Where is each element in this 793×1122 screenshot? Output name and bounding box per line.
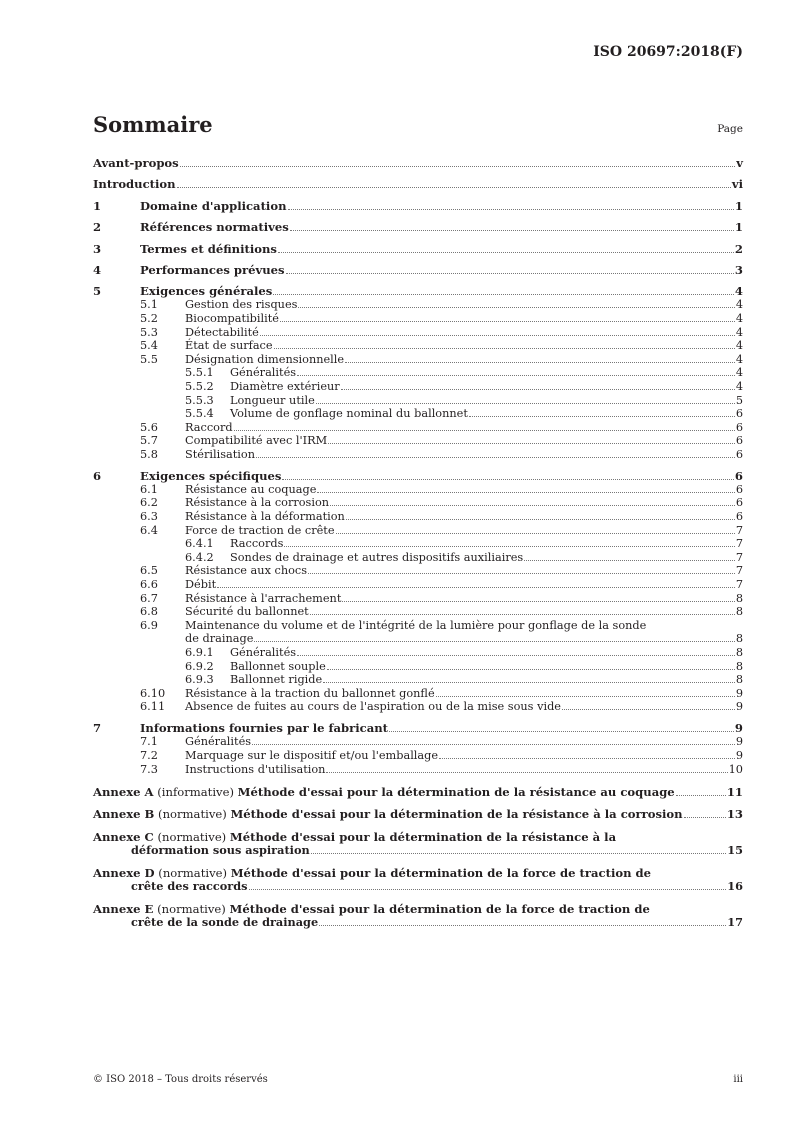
toc-entry-6-10[interactable]: 6.10 Résistance à la traction du ballonnet gonflé 9 [140,686,743,700]
dot-leader [676,795,726,796]
toc-entry-6-4-2[interactable]: 6.4.2 Sondes de drainage et autres dispositifs auxiliaires 7 [185,550,743,564]
dot-leader [280,321,735,322]
toc-entry-6-8[interactable]: 6.8 Sécurité du ballonnet 8 [140,605,743,619]
dot-leader [330,505,735,506]
dot-leader [297,375,735,376]
toc-entry-6-6[interactable]: 6.6 Débit 7 [140,578,743,592]
dot-leader [684,817,726,818]
toc-entry-annex-e[interactable]: Annexe E (normative) Méthode d'essai pour la détermination de la force de traction de crête de la sonde de drainage 17 [93,901,743,929]
dot-leader [256,457,735,458]
toc-entry-section-1[interactable]: 1 Domaine d'application 1 [93,198,743,213]
page-title: Sommaire [93,112,213,137]
toc-entry-6-2[interactable]: 6.2 Résistance à la corrosion 6 [140,496,743,510]
toc-entry-section-2[interactable]: 2 Références normatives 1 [93,220,743,235]
dot-leader [341,389,735,390]
toc-entry-5-6[interactable]: 5.6 Raccord 6 [140,420,743,434]
toc-entry-5-1[interactable]: 5.1 Gestion des risques 4 [140,298,743,312]
page-column-label: Page [717,123,743,135]
dot-leader [336,533,735,534]
toc-entry-section-6[interactable]: 6 Exigences spécifiques 6 [93,468,743,483]
toc-entry-5-5-4[interactable]: 5.5.4 Volume de gonflage nominal du ballonnet 6 [185,407,743,421]
toc-entry-section-5[interactable]: 5 Exigences générales 4 [93,284,743,299]
toc-entry-5-2[interactable]: 5.2 Biocompatibilité 4 [140,311,743,325]
dot-leader [273,294,734,295]
dot-leader [346,519,735,520]
dot-leader [342,601,734,602]
toc-entry-6-5[interactable]: 6.5 Résistance aux chocs 7 [140,564,743,578]
toc-entry-6-3[interactable]: 6.3 Résistance à la déformation 6 [140,510,743,524]
toc-entry-annex-c[interactable]: Annexe C (normative) Méthode d'essai pour la détermination de la résistance à la déformation sous aspiration 15 [93,829,743,857]
dot-leader [469,416,735,417]
toc-entry-6-4-1[interactable]: 6.4.1 Raccords 7 [185,537,743,551]
dot-leader [278,252,734,253]
dot-leader [249,889,727,890]
dot-leader [252,744,735,745]
toc-entry-7-3[interactable]: 7.3 Instructions d'utilisation 10 [140,762,743,776]
dot-leader [260,335,735,336]
dot-leader [327,669,735,670]
dot-leader [234,430,735,431]
dot-leader [274,348,735,349]
toc-entry-5-3[interactable]: 5.3 Détectabilité 4 [140,325,743,339]
dot-leader [290,230,734,231]
toc-entry-7-2[interactable]: 7.2 Marquage sur le dispositif et/ou l'emballage 9 [140,748,743,762]
dot-leader [180,166,736,167]
toc-entry-6-9-2[interactable]: 6.9.2 Ballonnet souple 8 [185,659,743,673]
toc-entry-5-5-1[interactable]: 5.5.1 Généralités 4 [185,366,743,380]
toc-entry-6-9[interactable]: 6.9 Maintenance du volume et de l'intégrité de la lumière pour gonflage de la sonde de drainage 8 [140,618,743,646]
toc-entry-6-9-3[interactable]: 6.9.3 Ballonnet rigide 8 [185,673,743,687]
toc-entry-5-5-2[interactable]: 5.5.2 Diamètre extérieur 4 [185,379,743,393]
dot-leader [297,655,735,656]
toc-entry-section-4[interactable]: 4 Performances prévues 3 [93,262,743,277]
toc-entry-section-7[interactable]: 7 Informations fournies par le fabricant 9 [93,721,743,736]
dot-leader [217,587,735,588]
document-id: ISO 20697:2018(F) [593,44,743,60]
toc-entry-introduction[interactable]: Introduction vi [93,177,743,192]
dot-leader [284,546,734,547]
dot-leader [310,614,735,615]
toc-entry-6-1[interactable]: 6.1 Résistance au coquage 6 [140,482,743,496]
table-of-contents [93,156,743,929]
dot-leader [326,772,727,773]
dot-leader [177,187,731,188]
dot-leader [328,443,735,444]
toc-entry-6-4[interactable]: 6.4 Force de traction de crête 7 [140,523,743,537]
dot-leader [308,573,735,574]
title-row [93,112,743,137]
dot-leader [298,307,734,308]
toc-entry-6-7[interactable]: 6.7 Résistance à l'arrachement 8 [140,591,743,605]
toc-entry-6-9-1[interactable]: 6.9.1 Généralités 8 [185,645,743,659]
toc-entry-5-8[interactable]: 5.8 Stérilisation 6 [140,447,743,461]
toc-entry-avant-propos[interactable]: Avant-propos v [93,156,743,170]
dot-leader [282,479,734,480]
dot-leader [316,403,735,404]
dot-leader [439,758,735,759]
copyright-notice: © ISO 2018 – Tous droits réservés [93,1074,268,1085]
dot-leader [317,492,734,493]
dot-leader [311,853,727,854]
toc-entry-5-7[interactable]: 5.7 Compatibilité avec l'IRM 6 [140,434,743,448]
dot-leader [288,209,734,210]
dot-leader [345,362,735,363]
dot-leader [562,709,735,710]
toc-entry-section-3[interactable]: 3 Termes et définitions 2 [93,241,743,256]
toc-entry-5-5-3[interactable]: 5.5.3 Longueur utile 5 [185,393,743,407]
toc-entry-5-4[interactable]: 5.4 État de surface 4 [140,339,743,353]
dot-leader [254,641,734,642]
dot-leader [436,696,735,697]
toc-entry-annex-d[interactable]: Annexe D (normative) Méthode d'essai pour la détermination de la force de traction de crête des raccords 16 [93,865,743,893]
dot-leader [286,273,734,274]
dot-leader [319,925,726,926]
page-footer [93,1074,743,1085]
dot-leader [323,682,735,683]
toc-entry-6-11[interactable]: 6.11 Absence de fuites au cours de l'aspiration ou de la mise sous vide 9 [140,700,743,714]
dot-leader [524,560,735,561]
dot-leader [389,731,734,732]
toc-entry-annex-a[interactable]: Annexe A (informative) Méthode d'essai pour la détermination de la résistance au coquage 11 [93,784,743,799]
toc-entry-annex-b[interactable]: Annexe B (normative) Méthode d'essai pour la détermination de la résistance à la corrosion 13 [93,807,743,822]
toc-entry-7-1[interactable]: 7.1 Généralités 9 [140,735,743,749]
page-number: iii [733,1074,743,1085]
toc-entry-5-5[interactable]: 5.5 Désignation dimensionnelle 4 [140,352,743,366]
